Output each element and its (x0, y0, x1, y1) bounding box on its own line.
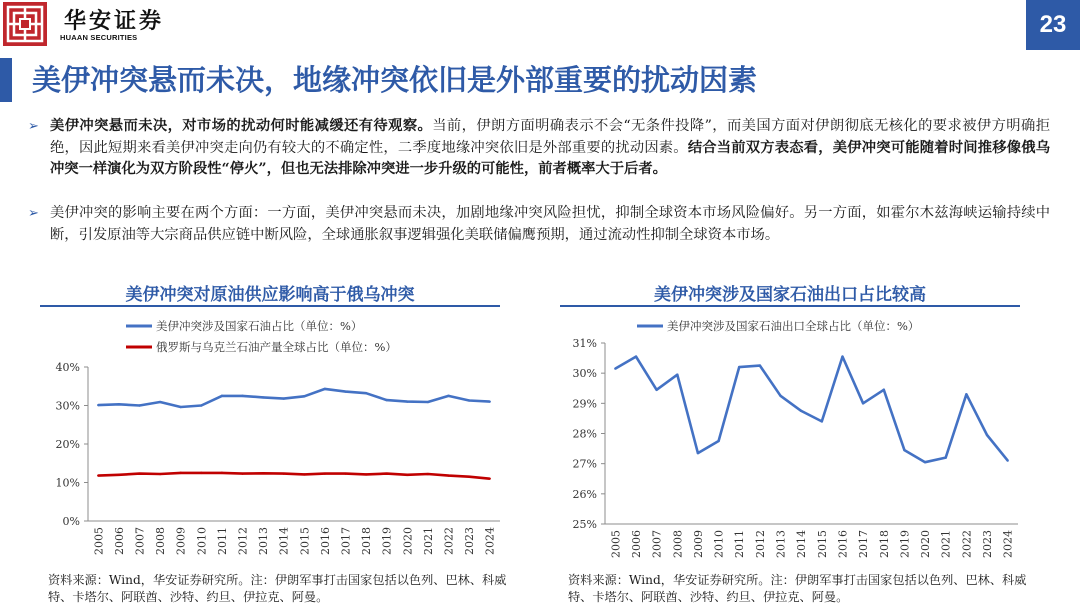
brand-name-cn: 华安证券 (64, 8, 165, 34)
legend-label-1: 美伊冲突涉及国家石油占比（单位：%） (156, 319, 363, 333)
x-tick-label: 2009 (174, 527, 188, 555)
bullet-1-bold-conclusion: 结合当前双方表态看，美伊冲突可能随着时间推移像俄乌冲突一样演化为双方阶段性“停火”，但也无法排除冲突进一步升级的可能性，前者概率大于后者。 (50, 139, 1051, 177)
data-point-s1 (717, 440, 719, 442)
data-point-s1 (779, 395, 781, 397)
bullet-2 (28, 203, 1050, 246)
chart-2-divider (560, 305, 1020, 307)
y-tick-label: 28% (572, 427, 597, 441)
data-point-s1 (365, 392, 367, 394)
data-point-s1 (862, 402, 864, 404)
data-point-s1 (924, 461, 926, 463)
data-point-s1 (697, 452, 699, 454)
data-point-s2 (159, 473, 161, 475)
data-point-s2 (344, 472, 346, 474)
x-tick-label: 2008 (671, 530, 685, 558)
x-tick-label: 2006 (629, 530, 643, 558)
data-point-s1 (738, 366, 740, 368)
y-tick-label: 0% (62, 515, 80, 528)
data-point-s2 (386, 472, 388, 474)
x-tick-label: 2007 (650, 530, 664, 558)
brand-name-en: HUAAN SECURITIES (60, 33, 138, 42)
y-tick-label: 31% (572, 337, 597, 350)
page-number: 23 (1026, 0, 1080, 50)
title-accent-bar (0, 58, 12, 102)
chart-2-source: 资料来源：Wind，华安证券研究所。注：伊朗军事打击国家包括以色列、巴林、科威特、卡塔尔、阿联酋、沙特、约旦、伊拉克、阿曼。 (568, 573, 1027, 604)
chart-1-source: 资料来源：Wind，华安证券研究所。注：伊朗军事打击国家包括以色列、巴林、科威特、卡塔尔、阿联酋、沙特、约旦、伊拉克、阿曼。 (48, 573, 507, 604)
data-point-s1 (614, 367, 616, 369)
chart-1-title: 美伊冲突对原油供应影响高于俄乌冲突 (125, 285, 415, 305)
x-tick-label: 2021 (421, 527, 435, 555)
bullet-1-bold-lead: 美伊冲突悬而未决，对市场的扰动何时能减缓还有待观察。 (50, 118, 433, 134)
data-point-s1 (406, 400, 408, 402)
bullet-1-text: 当前，伊朗方面明确表示不会“无条件投降”，而美国方面对伊朗彻底无核化的要求被伊方明确拒绝，因此短期来看美伊冲突走向仍有较大的不确定性，二季度地缘冲突依旧是外部重要的扰动因素。 (50, 118, 1050, 156)
data-point-s1 (468, 399, 470, 401)
x-tick-label: 2024 (1001, 530, 1015, 558)
data-point-s1 (344, 390, 346, 392)
x-tick-label: 2005 (609, 530, 623, 558)
data-point-s1 (945, 456, 947, 458)
legend-label-2: 俄罗斯与乌克兰石油产量全球占比（单位：%） (156, 340, 397, 354)
data-point-s2 (97, 474, 99, 476)
y-tick-label: 10% (55, 476, 80, 490)
x-tick-label: 2011 (733, 530, 747, 558)
chart-2-title: 美伊冲突涉及国家石油出口占比较高 (654, 285, 926, 305)
x-tick-label: 2019 (898, 530, 912, 558)
data-point-s2 (200, 472, 202, 474)
y-tick-label: 27% (572, 457, 597, 471)
y-tick-label: 20% (55, 438, 80, 451)
data-point-s1 (903, 449, 905, 451)
data-point-s1 (221, 395, 223, 397)
data-point-s2 (118, 474, 120, 476)
x-tick-label: 2006 (112, 527, 126, 555)
series-line-2 (98, 473, 489, 479)
chart-1 (0, 310, 540, 572)
x-tick-label: 2012 (236, 527, 250, 555)
company-logo (3, 2, 47, 46)
data-point-s1 (283, 397, 285, 399)
data-point-s1 (655, 389, 657, 391)
legend-label-1: 美伊冲突涉及国家石油出口全球占比（单位：%） (667, 319, 920, 333)
x-tick-label: 2011 (215, 527, 229, 555)
data-point-s1 (635, 355, 637, 357)
x-tick-label: 2017 (857, 530, 871, 558)
x-tick-label: 2014 (277, 527, 291, 555)
y-tick-label: 40% (55, 361, 80, 374)
data-point-s1 (200, 404, 202, 406)
x-tick-label: 2008 (154, 527, 168, 555)
slide-title: 美伊冲突悬而未决，地缘冲突依旧是外部重要的扰动因素 (32, 63, 758, 97)
data-point-s1 (986, 434, 988, 436)
data-point-s1 (241, 395, 243, 397)
x-tick-label: 2013 (257, 527, 271, 555)
data-point-s1 (759, 364, 761, 366)
data-point-s2 (406, 474, 408, 476)
data-point-s2 (262, 472, 264, 474)
x-tick-label: 2022 (442, 527, 456, 555)
x-tick-label: 2020 (919, 530, 933, 558)
series-line-1 (615, 357, 1007, 463)
data-point-s1 (821, 420, 823, 422)
bullet-2-text: 美伊冲突的影响主要在两个方面：一方面，美伊冲突悬而未决，加剧地缘冲突风险担忧，抑制全球资本市场风险偏好。另一方面，如霍尔木兹海峡运输持续中断，引发原油等大宗商品供应链中断风险，全球通胀叙事逻辑强化美联储偏鹰预期，通过流动性抑制全球资本市场。 (50, 205, 1050, 243)
x-tick-label: 2016 (836, 530, 850, 558)
data-point-s1 (159, 401, 161, 403)
data-point-s2 (180, 472, 182, 474)
x-tick-label: 2010 (195, 527, 209, 555)
data-point-s2 (489, 477, 491, 479)
data-point-s1 (386, 399, 388, 401)
data-point-s2 (138, 472, 140, 474)
data-point-s1 (324, 388, 326, 390)
data-point-s1 (180, 406, 182, 408)
data-point-s1 (965, 393, 967, 395)
bullet-arrow-icon: ➢ (28, 119, 39, 134)
y-tick-label: 25% (572, 518, 597, 531)
data-point-s1 (97, 404, 99, 406)
data-point-s1 (676, 373, 678, 375)
x-tick-label: 2015 (815, 530, 829, 558)
data-point-s1 (138, 404, 140, 406)
x-tick-label: 2018 (877, 530, 891, 558)
data-point-s2 (241, 472, 243, 474)
x-tick-label: 2020 (401, 527, 415, 555)
x-tick-label: 2023 (463, 527, 477, 555)
data-point-s1 (489, 400, 491, 402)
x-tick-label: 2010 (712, 530, 726, 558)
data-point-s2 (283, 472, 285, 474)
y-tick-label: 29% (572, 397, 597, 411)
x-tick-label: 2016 (318, 527, 332, 555)
x-tick-label: 2009 (691, 530, 705, 558)
x-tick-label: 2018 (360, 527, 374, 555)
data-point-s2 (324, 472, 326, 474)
data-point-s1 (262, 396, 264, 398)
x-tick-label: 2007 (133, 527, 147, 555)
data-point-s2 (221, 472, 223, 474)
data-point-s1 (303, 395, 305, 397)
x-tick-label: 2023 (981, 530, 995, 558)
y-tick-label: 30% (572, 367, 597, 381)
bullet-1 (28, 116, 1050, 181)
data-point-s1 (427, 401, 429, 403)
x-tick-label: 2019 (380, 527, 394, 555)
x-tick-label: 2022 (960, 530, 974, 558)
data-point-s2 (365, 473, 367, 475)
chart-1-divider (40, 305, 500, 307)
data-point-s2 (427, 473, 429, 475)
series-line-1 (98, 389, 489, 407)
bullet-arrow-icon: ➢ (28, 206, 39, 221)
data-point-s1 (883, 389, 885, 391)
x-tick-label: 2024 (483, 527, 497, 555)
data-point-s2 (468, 476, 470, 478)
x-tick-label: 2015 (298, 527, 312, 555)
x-tick-label: 2014 (795, 530, 809, 558)
data-point-s2 (303, 473, 305, 475)
data-point-s1 (447, 395, 449, 397)
x-tick-label: 2021 (939, 530, 953, 558)
y-tick-label: 30% (55, 399, 80, 413)
data-point-s2 (447, 474, 449, 476)
x-tick-label: 2013 (774, 530, 788, 558)
y-tick-label: 26% (572, 487, 597, 501)
x-tick-label: 2012 (753, 530, 767, 558)
data-point-s1 (800, 410, 802, 412)
chart-2 (540, 310, 1080, 572)
x-tick-label: 2005 (92, 527, 106, 555)
x-tick-label: 2017 (339, 527, 353, 555)
data-point-s1 (1006, 459, 1008, 461)
data-point-s1 (118, 403, 120, 405)
data-point-s1 (841, 355, 843, 357)
